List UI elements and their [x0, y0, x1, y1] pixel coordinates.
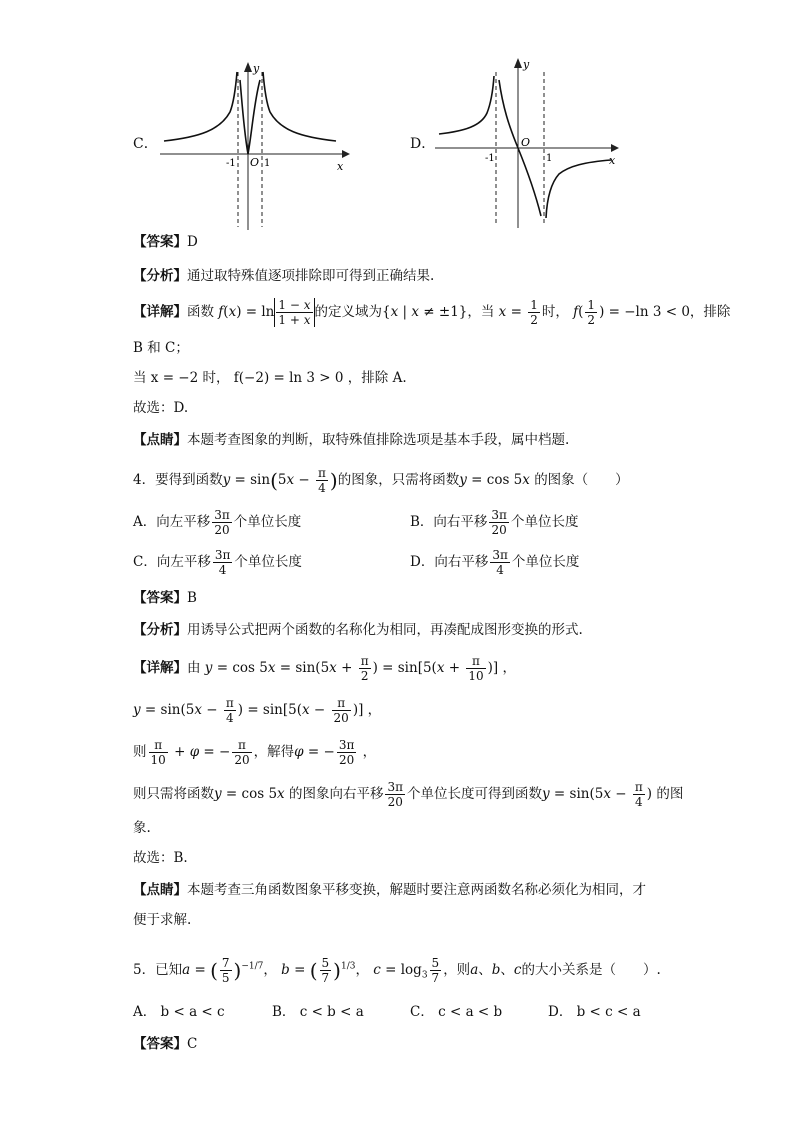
graph-d-label: D．: [410, 136, 436, 152]
q4-comment-line-2: 便于求解.: [133, 912, 192, 928]
q5-option-d: D． b < c < a: [548, 1004, 641, 1020]
q4-conclusion-line-1: 则只需将函数y = cos 5x 的图象向右平移 $\frac{3\pi}{20}$ 个单位长度可得到函数y = sin(5x − $\frac{\pi}{4}$ ) 的图: [133, 780, 684, 809]
q4-detail-line-1: 【详解】由 y = cos 5x = sin(5x + $\frac{\pi}{2}$ ) = sin[5(x + $\frac{\pi}{10}$ )] ，: [133, 654, 516, 683]
graph-c-label: C．: [133, 136, 158, 152]
q5-option-a: A． b < a < c: [133, 1004, 225, 1020]
q4-analysis: 【分析】用诱导公式把两个函数的名称化为相同，再凑配成图形变换的形式.: [133, 622, 583, 638]
q5-answer: 【答案】C: [133, 1036, 198, 1052]
graph-d: [435, 58, 620, 230]
q4-option-a: A．向左平移 $\frac{3\pi}{20}$ 个单位长度: [133, 508, 302, 537]
q3-analysis: 【分析】通过取特殊值逐项排除即可得到正确结果.: [133, 268, 435, 284]
q4-choice: 故选：B.: [133, 850, 188, 866]
graph-d-x-label: x: [609, 154, 616, 167]
q4-option-b: B．向右平移 $\frac{3\pi}{20}$ 个单位长度: [410, 508, 579, 537]
graph-d-tick-pos: 1: [546, 153, 553, 164]
graph-d-origin: O: [521, 136, 531, 149]
graph-c-origin: O: [250, 156, 260, 169]
q3-detail-line-1: 【详解】函数 f(x) = ln $\frac{1 - x}{1 + x}$ 的定义域为{x | x ≠ ±1}，当 x = $\frac{1}{2}$ 时， f( $\frac{1}{2}$ ) = −ln 3 < 0，排除: [133, 298, 731, 327]
graph-c-tick-neg: -1: [226, 158, 236, 169]
q3-detail-line-2: 当 x = −2 时， f(−2) = ln 3 > 0 ，排除 A.: [133, 370, 407, 386]
q4-conclusion-line-2: 象.: [133, 820, 151, 836]
graph-c-tick-pos: 1: [264, 158, 271, 169]
graph-d-y-label: y: [523, 58, 530, 71]
q5-stem: 5．已知a = ( $\frac{7}{5}$ )$^{-1/7}$， b = ( $\frac{5}{7}$ )$^{1/3}$， $c = \log_3$ $\frac{5}{7}$ ，则a、b、c的大小关系是（ ）.: [133, 956, 661, 985]
q3-comment: 【点睛】本题考查图象的判断，取特殊值排除选项是基本手段，属中档题.: [133, 432, 570, 448]
q4-answer: 【答案】B: [133, 590, 197, 606]
q4-detail-line-3: 则 $\frac{\pi}{10}$ + φ = − $\frac{\pi}{20}$ ，解得φ = − $\frac{3\pi}{20}$ ，: [133, 738, 377, 767]
q4-option-d: D．向右平移 $\frac{3\pi}{4}$ 个单位长度: [410, 548, 580, 577]
graph-c-x-label: x: [337, 160, 344, 173]
q5-option-c: C． c < a < b: [410, 1004, 503, 1020]
graph-d-tick-neg: -1: [485, 153, 495, 164]
q3-detail-line-1b: B 和 C；: [133, 340, 189, 356]
q5-option-b: B． c < b < a: [272, 1004, 364, 1020]
q4-option-c: C．向左平移 $\frac{3\pi}{4}$ 个单位长度: [133, 548, 302, 577]
q3-choice: 故选：D.: [133, 400, 189, 416]
graph-c-y-label: y: [253, 62, 260, 75]
q4-stem: 4．要得到函数y = sin(5x − $\frac{\pi}{4}$ )的图象，只需将函数y = cos 5x 的图象（ ）: [133, 466, 629, 495]
q4-comment-line-1: 【点睛】本题考查三角函数图象平移变换，解题时要注意两函数名称必须化为相同，才: [133, 882, 646, 898]
graph-c: [160, 62, 350, 232]
q4-detail-line-2: y = sin(5x − $\frac{\pi}{4}$ ) = sin[5(x − $\frac{\pi}{20}$ )] ，: [133, 696, 382, 725]
q3-answer: 【答案】D: [133, 234, 198, 250]
